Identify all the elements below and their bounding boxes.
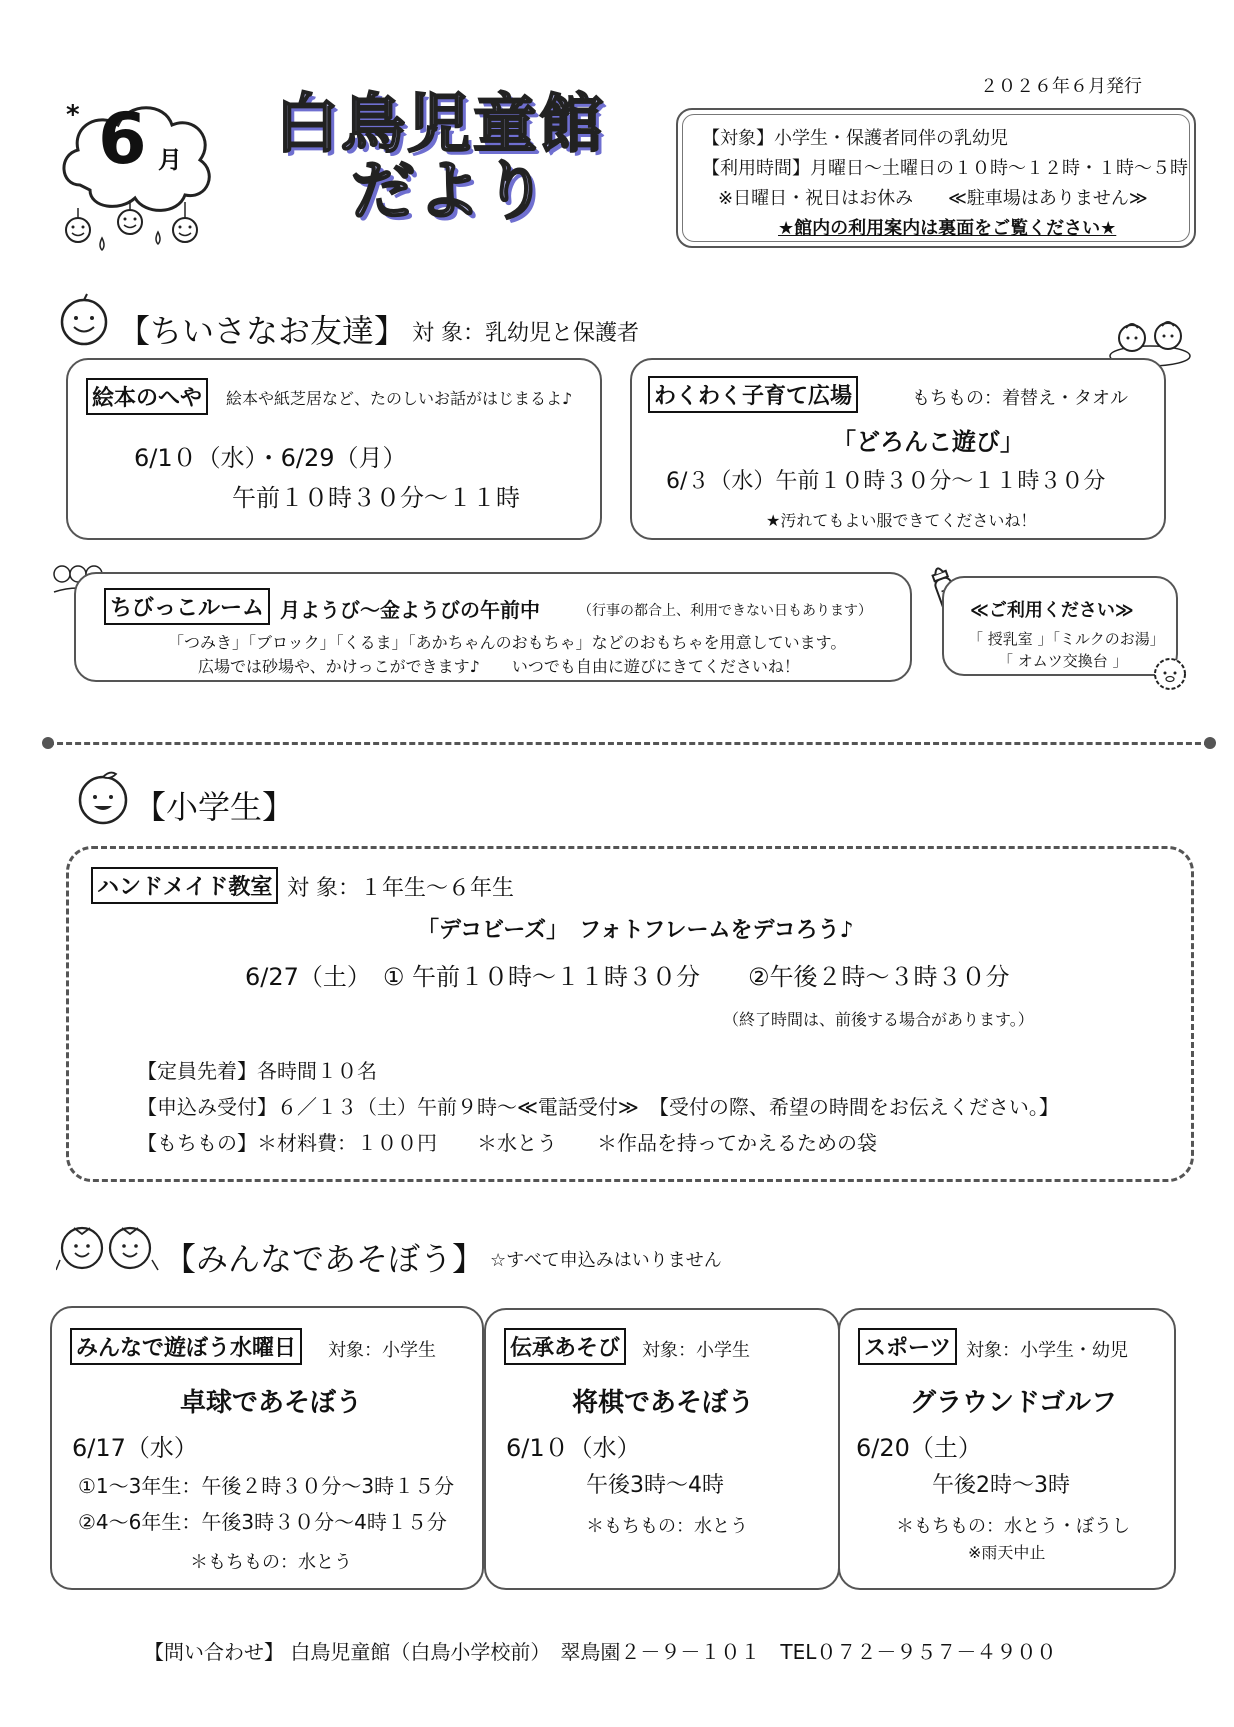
wednesday-title: 卓球であそぼう xyxy=(180,1388,363,1418)
handmade-target: 対 象：１年生～６年生 xyxy=(287,876,514,901)
info-target: 【対象】小学生・保護者同伴の乳幼児 xyxy=(702,128,1008,149)
strawberry-faces-icon xyxy=(56,1220,160,1276)
handmade-bring: 【もちもの】＊材料費：１００円 ＊水とう ＊作品を持ってかえるための袋 xyxy=(137,1131,877,1155)
handmade-theme: 「デコビーズ」 フォトフレームをデコろう♪ xyxy=(417,918,854,943)
ehon-dates: 6/1０（水）・6/29（月） xyxy=(134,444,407,472)
handmade-tag: ハンドメイド教室 xyxy=(91,867,278,904)
info-parking: ≪駐車場はありません≫ xyxy=(948,188,1148,209)
traditional-time: 午後3時～4時 xyxy=(586,1473,724,1498)
title-line2: だより xyxy=(351,155,549,230)
sheep-icon xyxy=(1150,654,1190,692)
info-hours: 【利用時間】月曜日～土曜日の１０時～１２時・１時～５時 xyxy=(702,158,1188,179)
small-friends-target: 対 象：乳幼児と保護者 xyxy=(412,321,639,346)
sports-title: グラウンドゴルフ xyxy=(910,1388,1117,1418)
chibikko-note: （行事の都合上、利用できない日もあります） xyxy=(578,603,872,619)
wakuwaku-tag: わくわく子育て広場 xyxy=(648,376,858,413)
ehon-box xyxy=(66,358,602,540)
wednesday-tag: みんなで遊ぼう水曜日 xyxy=(70,1328,302,1365)
sports-tag: スポーツ xyxy=(858,1328,957,1365)
star-mark: * xyxy=(66,100,80,130)
sports-bring: ＊もちもの：水とう・ぼうし xyxy=(896,1516,1130,1537)
month-suffix: 月 xyxy=(158,146,182,174)
sports-box xyxy=(838,1308,1176,1590)
facilities-line2: 「 オムツ交換台 」 xyxy=(998,652,1128,670)
handmade-box xyxy=(66,846,1194,1182)
ehon-time: 午前１０時３０分～１１時 xyxy=(232,484,520,512)
handmade-end-note: （終了時間は、前後する場合があります。） xyxy=(723,1010,1034,1029)
wednesday-target: 対象：小学生 xyxy=(328,1340,436,1361)
small-friends-heading: 【ちいさなお友達】 xyxy=(118,312,407,350)
ehon-tag: 絵本のへや xyxy=(86,378,208,415)
traditional-tag: 伝承あそび xyxy=(504,1328,626,1365)
handmade-date-time: 6/27（土） ① 午前１０時～１１時３０分 ②午後２時～３時３０分 xyxy=(245,963,1010,991)
wakuwaku-note: ★汚れてもよい服できてくださいね！ xyxy=(766,511,1037,530)
wednesday-session2: ②4～6年生：午後3時３０分～4時１５分 xyxy=(78,1510,447,1534)
footer-contact: 【問い合わせ】 白鳥児童館（白鳥小学校前） 翠鳥園２－９－１０１ TEL０７２－９５７－４９００ xyxy=(144,1640,1057,1664)
traditional-date: 6/1０（水） xyxy=(506,1434,641,1462)
play-note: ☆すべて申込みはいりません xyxy=(490,1250,722,1271)
sports-date: 6/20（土） xyxy=(856,1434,982,1462)
wednesday-bring: ＊もちもの：水とう xyxy=(190,1552,352,1573)
facilities-box xyxy=(942,576,1178,676)
month-number: 6 xyxy=(98,98,147,180)
chibikko-line2: 広場では砂場や、かけっこができます♪ いつでも自由に遊びにきてくださいね！ xyxy=(198,657,800,676)
smile-face-icon xyxy=(56,292,112,348)
facilities-title: ≪ご利用ください≫ xyxy=(970,600,1134,621)
traditional-title: 将棋であそぼう xyxy=(572,1388,755,1418)
orange-face-icon xyxy=(74,768,132,826)
chibikko-schedule: 月ようび～金ようびの午前中 xyxy=(280,598,540,622)
handmade-capacity: 【定員先着】各時間１０名 xyxy=(137,1059,377,1083)
info-box xyxy=(676,108,1196,248)
info-back-note: ★館内の利用案内は裏面をご覧ください★ xyxy=(778,218,1117,239)
wakuwaku-box xyxy=(630,358,1166,540)
elementary-heading: 【小学生】 xyxy=(134,788,295,826)
chibikko-box xyxy=(74,572,912,682)
sports-target: 対象：小学生・幼児 xyxy=(966,1340,1128,1361)
section-divider xyxy=(48,742,1210,745)
play-heading: 【みんなであそぼう】 xyxy=(164,1240,485,1278)
traditional-box xyxy=(484,1308,840,1590)
traditional-target: 対象：小学生 xyxy=(642,1340,750,1361)
wednesday-session1: ①1～3年生：午後２時３０分～3時１５分 xyxy=(78,1474,455,1498)
page-title xyxy=(245,88,635,230)
sports-time: 午後2時～3時 xyxy=(932,1473,1070,1498)
handmade-apply: 【申込み受付】６／１３（土）午前９時～≪電話受付≫ 【受付の際、希望の時間をお伝えください。】 xyxy=(137,1095,1059,1119)
wakuwaku-bring: もちもの：着替え・タオル xyxy=(912,388,1128,409)
chibikko-tag: ちびっこルーム xyxy=(104,588,270,625)
info-closed: ※日曜日・祝日はお休み xyxy=(718,188,914,209)
issue-date: ２０２６年６月発行 xyxy=(980,76,1142,97)
chibikko-line1: 「つみき」「ブロック」「くるま」「あかちゃんのおもちゃ」などのおもちゃを用意しています。 xyxy=(168,633,847,652)
wednesday-date: 6/17（水） xyxy=(72,1434,198,1462)
traditional-bring: ＊もちもの：水とう xyxy=(586,1516,748,1537)
wakuwaku-theme: 「どろんこ遊び」 xyxy=(832,428,1024,456)
facilities-line1: 「 授乳室 」「ミルクのお湯」 xyxy=(968,630,1165,648)
month-badge xyxy=(50,90,220,260)
wednesday-box xyxy=(50,1306,484,1590)
ehon-desc: 絵本や紙芝居など、たのしいお話がはじまるよ♪ xyxy=(226,389,573,408)
wakuwaku-date-time: 6/３（水）午前１０時３０分～１１時３０分 xyxy=(666,469,1106,494)
sports-rain: ※雨天中止 xyxy=(968,1543,1046,1562)
title-line1: 白鳥児童館 xyxy=(275,88,605,162)
